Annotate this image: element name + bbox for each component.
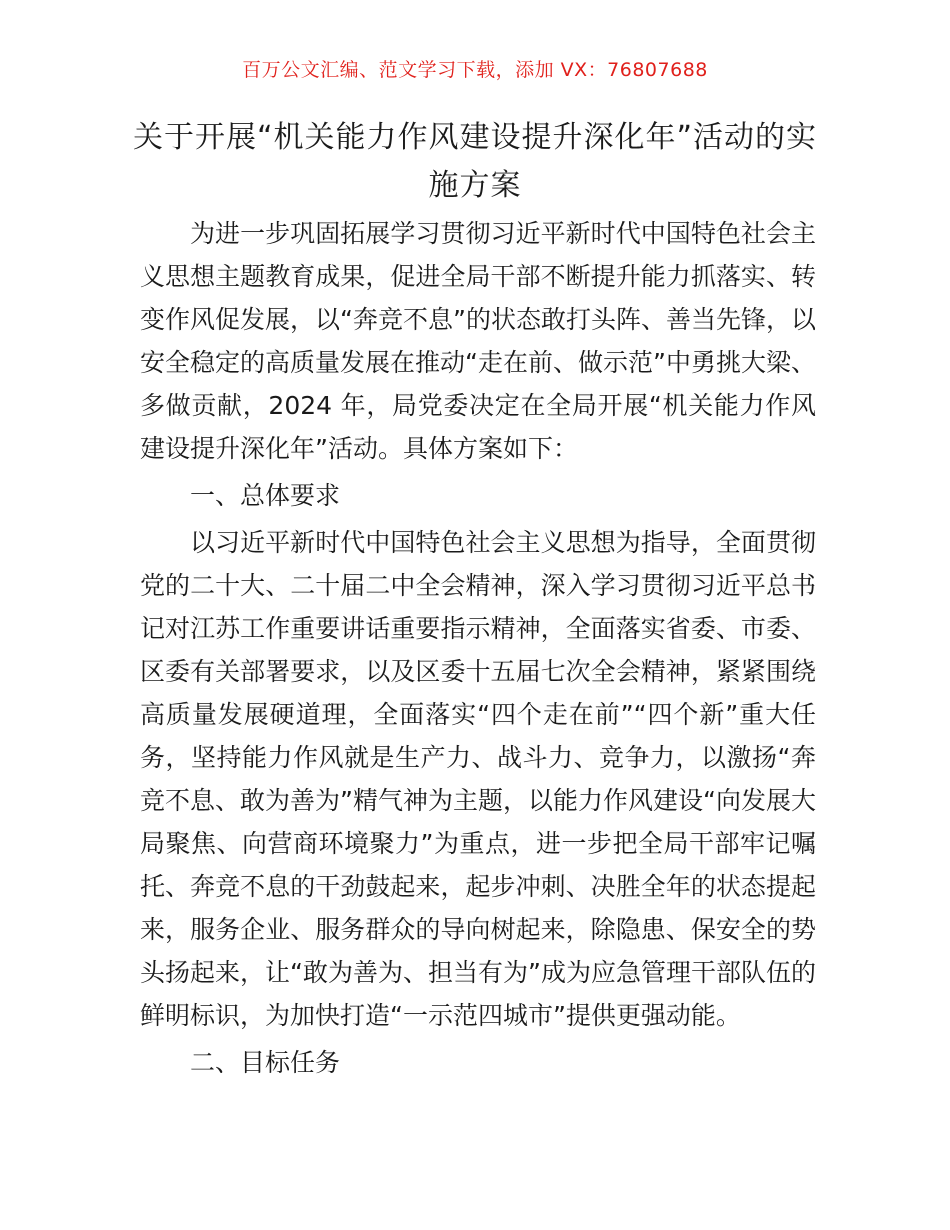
intro-paragraph: 为进一步巩固拓展学习贯彻习近平新时代中国特色社会主义思想主题教育成果，促进全局干部不断提升能力抓落实、转变作风促发展，以“奔竞不息”的状态敢打头阵、善当先锋，以安全稳定的高质量发展在推动“走在前、做示范”中勇挑大梁、多做贡献，2024 年，局党委决定在全局开展“机关能力作风建设提升深化年”活动。具体方案如下：: [140, 219, 816, 463]
section-heading-2: 二、目标任务: [190, 1048, 341, 1077]
requirements-paragraph: 以习近平新时代中国特色社会主义思想为指导，全面贯彻党的二十大、二十届二中全会精神，深入学习贯彻习近平总书记对江苏工作重要讲话重要指示精神，全面落实省委、市委、区委有关部署要求，以及区委十五届七次全会精神，紧紧围绕高质量发展硬道理，全面落实“四个走在前”“四个新”重大任务，坚持能力作风就是生产力、战斗力、竞争力，以激扬“奔竞不息、敢为善为”精气神为主题，以能力作风建设“向发展大局聚焦、向营商环境聚力”为重点，进一步把全局干部牢记嘱托、奔竞不息的干劲鼓起来，起步冲刺、决胜全年的状态提起来，服务企业、服务群众的导向树起来，除隐患、保安全的势头扬起来，让“敢为善为、担当有为”成为应急管理干部队伍的鲜明标识，为加快打造“一示范四城市”提供更强动能。: [140, 528, 816, 1030]
document-body: [140, 212, 816, 1088]
document-title: 关于开展“机关能力作风建设提升深化年”活动的实施方案: [132, 120, 818, 203]
section-heading-1: 一、总体要求: [190, 481, 341, 510]
promo-banner: 百万公文汇编、范文学习下载，添加 VX：76807688: [242, 59, 708, 81]
